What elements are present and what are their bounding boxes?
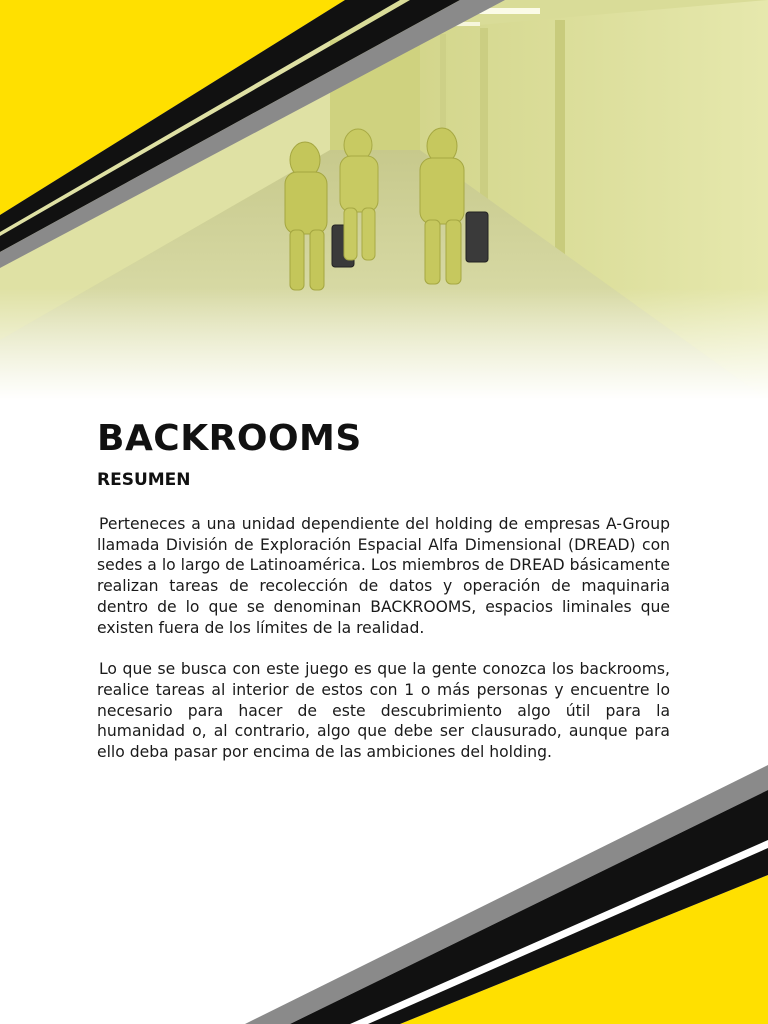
black-stripe-bottom-2 <box>368 848 768 1024</box>
hero-image <box>0 0 768 400</box>
summary-paragraph-2: Lo que se busca con este juego es que la gente conozca los backrooms, realice tareas al interior de estos con 1 o más personas y encuentre lo necesario para hacer de este descubrimiento algo útil para la humanidad o, al contrario, algo que debe ser clausurado, aunque para ello deba pasar por encima de las ambiciones del holding. <box>97 660 670 762</box>
black-stripe-bottom <box>290 790 768 1024</box>
page-title: BACKROOMS <box>97 418 362 459</box>
gray-stripe-bottom <box>245 765 768 1024</box>
summary-body <box>97 514 670 784</box>
section-subtitle: RESUMEN <box>97 470 191 490</box>
hallway-illustration <box>0 0 768 400</box>
yellow-corner-bottom <box>400 875 768 1024</box>
summary-paragraph-1: Perteneces a una unidad dependiente del holding de empresas A-Group llamada División de Exploración Espacial Alfa Dimensional (DREAD) con sedes a lo largo de Latinoamérica. Los miembros de DREAD básicamente realizan tareas de recolección de datos y operación de maquinaria dentro de lo que se denominan BACKROOMS, espacios liminales que existen fuera de los límites de la realidad. <box>97 515 670 637</box>
